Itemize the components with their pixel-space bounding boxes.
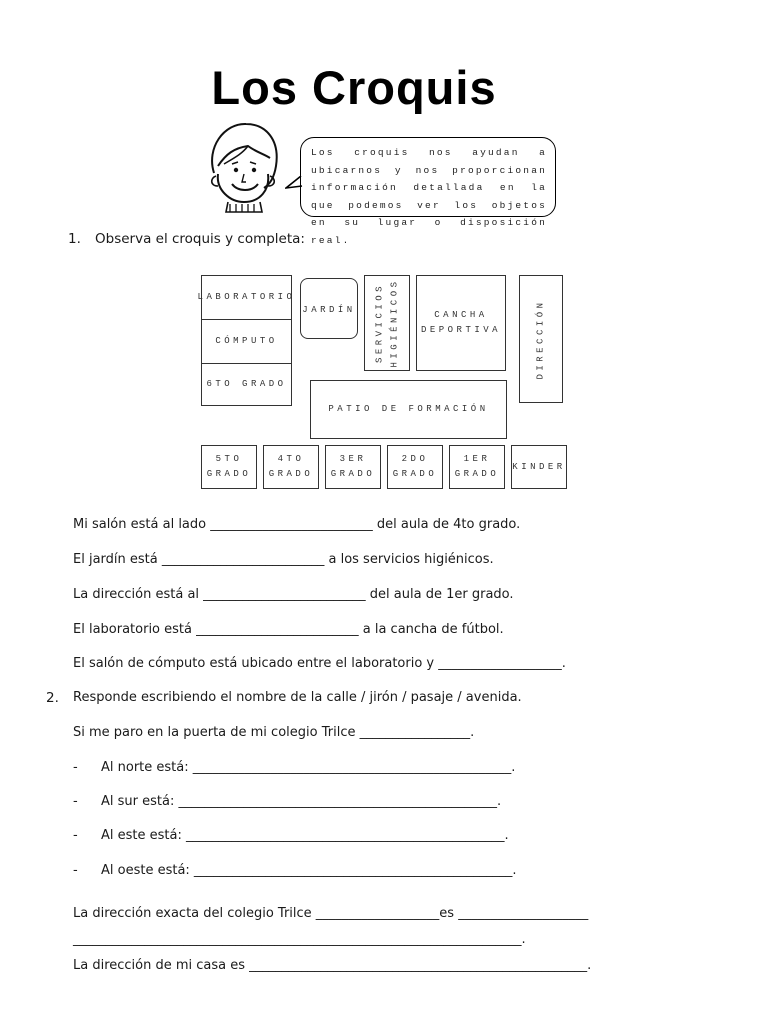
direction-oeste-line[interactable]: Al oeste está: _________________________________________________. [101,863,517,878]
question-2-number: 2. [46,690,59,706]
room-1er-grado: 1ER GRADO [449,445,505,489]
room-2do-grado: 2DO GRADO [387,445,443,489]
speech-bubble [300,137,556,246]
page-title: Los Croquis [211,61,497,114]
direction-sur-line[interactable]: Al sur está: _________________________________________________. [101,794,502,809]
room-5to-grado: 5TO GRADO [201,445,257,489]
room-4to-grado: 4TO GRADO [263,445,319,489]
room-kinder: KINDER [511,445,567,489]
direction-norte-line[interactable]: Al norte está: _________________________________________________. [101,760,516,775]
speech-bubble-text: Los croquis nos ayudan a ubicarnos y nos proporcionan información detallada en la que podemos ver los objetos en su lugar o disposición real. [311,147,547,246]
bullet-dash: - [73,863,78,878]
sentence-2[interactable]: El jardín está _________________________ a los servicios higiénicos. [73,552,494,567]
room-3er-grado: 3ER GRADO [325,445,381,489]
room-jardin: JARDÍN [300,278,358,339]
room-6to-grado: 6TO GRADO [201,363,292,406]
school-door-line[interactable]: Si me paro en la puerta de mi colegio Trilce _________________. [73,725,475,740]
child-face-icon [204,118,284,218]
sentence-4[interactable]: El laboratorio está _________________________ a la cancha de fútbol. [73,622,504,637]
sentence-5[interactable]: El salón de cómputo está ubicado entre el laboratorio y ___________________. [73,656,566,671]
home-address-line[interactable]: La dirección de mi casa es ____________________________________________________. [73,958,592,973]
room-servicios-higienicos: SERVICIOS HIGIÉNICOS [364,275,410,371]
area-patio-de-formacion: PATIO DE FORMACIÓN [310,380,507,439]
room-computo: CÓMPUTO [201,319,292,364]
direction-este-line[interactable]: Al este está: _________________________________________________. [101,828,509,843]
question-2-text: Responde escribiendo el nombre de la calle / jirón / pasaje / avenida. [73,690,522,705]
bullet-dash: - [73,828,78,843]
school-address-continuation[interactable]: _____________________________________________________________________. [73,932,526,947]
bullet-dash: - [73,794,78,809]
room-laboratorio: LABORATORIO [201,275,292,320]
school-address-line[interactable]: La dirección exacta del colegio Trilce ___________________es ____________________ [73,906,589,921]
sentence-3[interactable]: La dirección está al _________________________ del aula de 1er grado. [73,587,514,602]
bullet-dash: - [73,760,78,775]
sentence-1[interactable]: Mi salón está al lado _________________________ del aula de 4to grado. [73,517,521,532]
question-1-text: Observa el croquis y completa: [95,231,305,247]
room-direccion: DIRECCIÓN [519,275,563,403]
question-1-number: 1. [68,231,81,247]
room-cancha-deportiva: CANCHA DEPORTIVA [416,275,506,371]
